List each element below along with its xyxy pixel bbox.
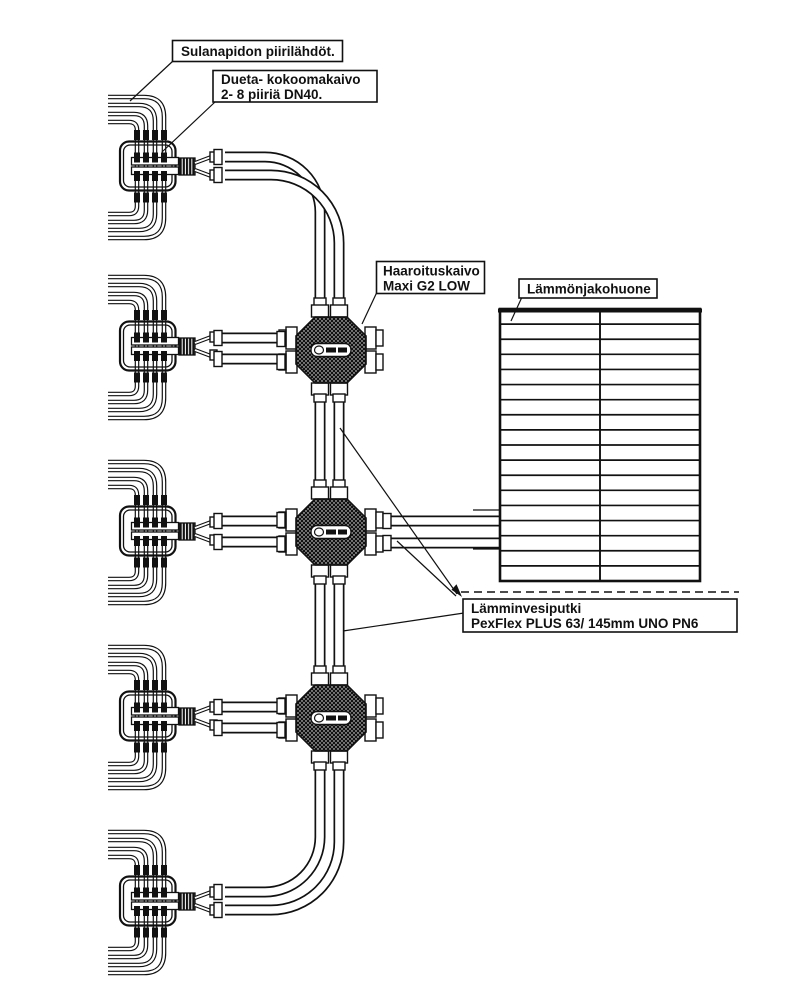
label-haaroituskaivo	[377, 262, 485, 294]
heat-distribution-room-grid	[461, 309, 739, 592]
branch-well-3	[279, 666, 383, 770]
label-sulanapidon	[173, 41, 343, 62]
label-lammonjakohuone	[519, 279, 657, 298]
manifold-1	[108, 97, 217, 238]
label-lamminvesiputki	[463, 599, 737, 632]
label-sulanapidon-text: Sulanapidon piirilähdöt.	[181, 44, 335, 59]
label-dueta-line1: Dueta- kokoomakaivo	[221, 72, 361, 87]
manifold-2	[108, 277, 217, 418]
label-dueta-kokoomakaivo	[213, 71, 377, 103]
manifold-3	[108, 462, 217, 603]
label-lamminvesiputki-line2: PexFlex PLUS 63/ 145mm UNO PN6	[471, 616, 699, 631]
manifold-4	[108, 647, 217, 788]
label-lammonjakohuone-text: Lämmönjakohuone	[527, 281, 651, 297]
leader-arrowhead	[452, 584, 463, 597]
label-haaroituskaivo-line2: Maxi G2 LOW	[383, 278, 471, 294]
branch-well-2	[279, 480, 383, 584]
label-lamminvesiputki-line1: Lämminvesiputki	[471, 601, 582, 616]
label-dueta-line2: 2- 8 piiriä DN40.	[221, 87, 323, 102]
label-haaroituskaivo-line1: Haaroituskaivo	[383, 263, 480, 279]
manifold-5	[108, 832, 217, 973]
